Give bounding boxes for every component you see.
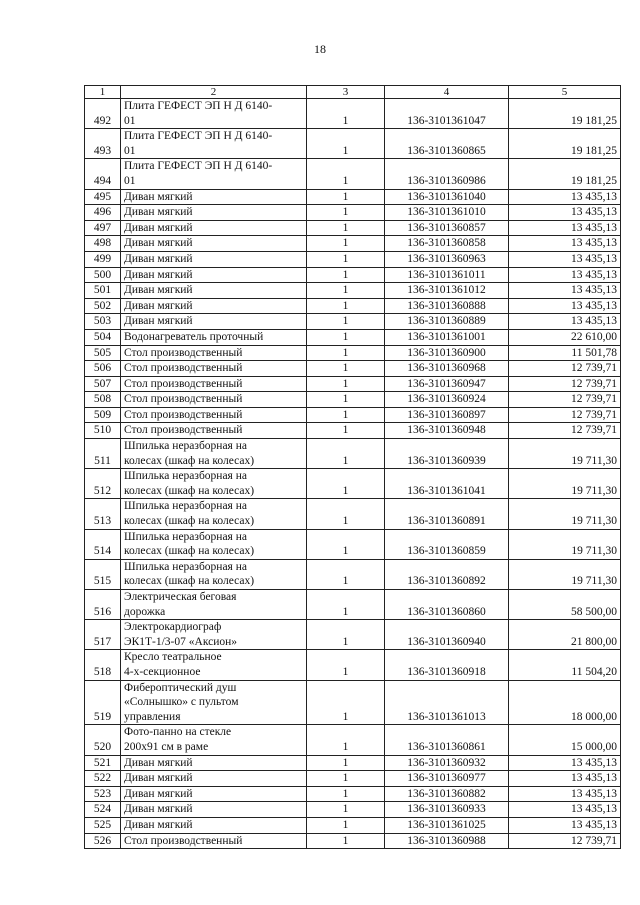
table-row xyxy=(85,725,621,755)
cost-cell: 11 501,78 xyxy=(509,345,621,361)
item-name-line: колесах (шкаф на колесах) xyxy=(124,575,255,588)
quantity-cell: 1 xyxy=(307,329,385,345)
table-header xyxy=(85,86,621,99)
row-number-cell: 518 xyxy=(85,650,121,680)
cost-cell: 19 181,25 xyxy=(509,129,621,159)
item-name-line: Диван мягкий xyxy=(124,268,193,281)
table-row xyxy=(85,680,621,725)
item-name-line: Электрокардиограф xyxy=(124,621,222,634)
cost-cell: 15 000,00 xyxy=(509,725,621,755)
inventory-code-cell: 136-3101360859 xyxy=(385,529,509,559)
item-name-line: Диван мягкий xyxy=(124,818,193,831)
item-name-line: Электрическая беговая xyxy=(124,591,237,603)
row-number-cell: 502 xyxy=(85,298,121,314)
row-number-cell: 520 xyxy=(85,725,121,755)
inventory-code-cell: 136-3101360963 xyxy=(385,251,509,267)
item-name-line: Диван мягкий xyxy=(124,756,193,769)
table-row xyxy=(85,329,621,345)
header-col-4: 4 xyxy=(385,86,509,99)
row-number-cell: 508 xyxy=(85,392,121,408)
item-name-line: Стол производственный xyxy=(124,393,243,406)
item-name-line: колесах (шкаф на колесах) xyxy=(124,454,255,467)
quantity-cell: 1 xyxy=(307,423,385,439)
quantity-cell: 1 xyxy=(307,345,385,361)
quantity-cell: 1 xyxy=(307,251,385,267)
table-row xyxy=(85,802,621,818)
quantity-cell: 1 xyxy=(307,590,385,620)
row-number-cell: 507 xyxy=(85,376,121,392)
inventory-code-cell: 136-3101361025 xyxy=(385,817,509,833)
item-name-cell xyxy=(121,205,307,221)
item-name-cell xyxy=(121,469,307,499)
item-name-line: Диван мягкий xyxy=(124,221,193,234)
row-number-cell: 498 xyxy=(85,236,121,252)
item-name-cell xyxy=(121,680,307,725)
item-name-line: 01 xyxy=(124,174,136,187)
table-body xyxy=(85,99,621,849)
row-number-cell: 506 xyxy=(85,361,121,377)
row-number-cell: 497 xyxy=(85,220,121,236)
row-number-cell: 496 xyxy=(85,205,121,221)
item-name-line: Фибероптический душ xyxy=(124,681,237,694)
inventory-code-cell: 136-3101360939 xyxy=(385,439,509,469)
header-col-5: 5 xyxy=(509,86,621,99)
item-name-cell xyxy=(121,529,307,559)
row-number-cell: 521 xyxy=(85,755,121,771)
inventory-code-cell: 136-3101360933 xyxy=(385,802,509,818)
quantity-cell: 1 xyxy=(307,99,385,129)
inventory-code-cell: 136-3101360932 xyxy=(385,755,509,771)
cost-cell: 19 181,25 xyxy=(509,99,621,129)
item-name-line: Кресло театральное xyxy=(124,651,222,664)
table-row xyxy=(85,129,621,159)
item-name-cell xyxy=(121,725,307,755)
item-name-cell xyxy=(121,650,307,680)
item-name-line: Шпилька неразборная на xyxy=(124,470,247,483)
row-number-cell: 503 xyxy=(85,314,121,330)
inventory-code-cell: 136-3101360968 xyxy=(385,361,509,377)
quantity-cell: 1 xyxy=(307,205,385,221)
item-name-line: Стол производственный xyxy=(124,424,243,437)
quantity-cell: 1 xyxy=(307,129,385,159)
item-name-cell xyxy=(121,129,307,159)
item-name-cell xyxy=(121,439,307,469)
row-number-cell: 516 xyxy=(85,590,121,620)
quantity-cell: 1 xyxy=(307,407,385,423)
item-name-line: Диван мягкий xyxy=(124,803,193,816)
item-name-line: колесах (шкаф на колесах) xyxy=(124,545,255,558)
quantity-cell: 1 xyxy=(307,314,385,330)
cost-cell: 19 711,30 xyxy=(509,559,621,589)
inventory-code-cell: 136-3101360888 xyxy=(385,298,509,314)
table-row xyxy=(85,439,621,469)
item-name-line: Водонагреватель проточный xyxy=(124,330,264,343)
cost-cell: 13 435,13 xyxy=(509,802,621,818)
cost-cell: 58 500,00 xyxy=(509,590,621,620)
item-name-line: Шпилька неразборная на xyxy=(124,530,247,543)
cost-cell: 12 739,71 xyxy=(509,407,621,423)
item-name-cell xyxy=(121,407,307,423)
cost-cell: 22 610,00 xyxy=(509,329,621,345)
item-name-cell xyxy=(121,345,307,361)
cost-cell: 12 739,71 xyxy=(509,376,621,392)
cost-cell: 13 435,13 xyxy=(509,817,621,833)
cost-cell: 13 435,13 xyxy=(509,283,621,299)
inventory-code-cell: 136-3101360988 xyxy=(385,833,509,849)
table-row xyxy=(85,529,621,559)
row-number-cell: 494 xyxy=(85,159,121,189)
inventory-code-cell: 136-3101361001 xyxy=(385,329,509,345)
row-number-cell: 501 xyxy=(85,283,121,299)
item-name-cell xyxy=(121,620,307,650)
item-name-cell xyxy=(121,802,307,818)
inventory-code-cell: 136-3101360924 xyxy=(385,392,509,408)
inventory-code-cell: 136-3101361013 xyxy=(385,680,509,725)
quantity-cell: 1 xyxy=(307,725,385,755)
cost-cell: 21 800,00 xyxy=(509,620,621,650)
item-name-line: Диван мягкий xyxy=(124,237,193,250)
item-name-line: Стол производственный xyxy=(124,834,243,847)
header-row xyxy=(85,86,621,99)
table-row xyxy=(85,376,621,392)
table-row xyxy=(85,499,621,529)
quantity-cell: 1 xyxy=(307,680,385,725)
item-name-line: Диван мягкий xyxy=(124,252,193,265)
table-row xyxy=(85,407,621,423)
cost-cell: 12 739,71 xyxy=(509,392,621,408)
cost-cell: 13 435,13 xyxy=(509,267,621,283)
cost-cell: 19 711,30 xyxy=(509,529,621,559)
item-name-line: 200х91 см в раме xyxy=(124,740,209,753)
row-number-cell: 505 xyxy=(85,345,121,361)
inventory-code-cell: 136-3101360857 xyxy=(385,220,509,236)
item-name-line: Стол производственный xyxy=(124,377,243,390)
table-row xyxy=(85,314,621,330)
table-row xyxy=(85,283,621,299)
table-row xyxy=(85,220,621,236)
item-name-line: управления xyxy=(124,710,181,723)
item-name-cell xyxy=(121,189,307,205)
item-name-cell xyxy=(121,499,307,529)
row-number-cell: 524 xyxy=(85,802,121,818)
quantity-cell: 1 xyxy=(307,189,385,205)
inventory-code-cell: 136-3101361011 xyxy=(385,267,509,283)
row-number-cell: 495 xyxy=(85,189,121,205)
table-row xyxy=(85,650,621,680)
table-row xyxy=(85,786,621,802)
quantity-cell: 1 xyxy=(307,786,385,802)
cost-cell: 13 435,13 xyxy=(509,251,621,267)
item-name-line: Диван мягкий xyxy=(124,284,193,297)
inventory-code-cell: 136-3101360948 xyxy=(385,423,509,439)
inventory-code-cell: 136-3101360860 xyxy=(385,590,509,620)
header-col-3: 3 xyxy=(307,86,385,99)
quantity-cell: 1 xyxy=(307,650,385,680)
quantity-cell: 1 xyxy=(307,469,385,499)
inventory-code-cell: 136-3101360900 xyxy=(385,345,509,361)
header-col-2: 2 xyxy=(121,86,307,99)
table-row xyxy=(85,205,621,221)
row-number-cell: 523 xyxy=(85,786,121,802)
row-number-cell: 515 xyxy=(85,559,121,589)
item-name-cell xyxy=(121,833,307,849)
item-name-line: ЭК1Т-1/3-07 «Аксион» xyxy=(124,635,238,648)
page-number: 18 xyxy=(314,42,326,56)
table-row xyxy=(85,559,621,589)
row-number-cell: 500 xyxy=(85,267,121,283)
cost-cell: 12 739,71 xyxy=(509,361,621,377)
inventory-code-cell: 136-3101360977 xyxy=(385,771,509,787)
inventory-code-cell: 136-3101360865 xyxy=(385,129,509,159)
item-name-cell xyxy=(121,771,307,787)
table-row xyxy=(85,361,621,377)
item-name-cell xyxy=(121,251,307,267)
cost-cell: 13 435,13 xyxy=(509,786,621,802)
table-row xyxy=(85,159,621,189)
table-row xyxy=(85,267,621,283)
inventory-code-cell: 136-3101360891 xyxy=(385,499,509,529)
table-row xyxy=(85,817,621,833)
row-number-cell: 504 xyxy=(85,329,121,345)
quantity-cell: 1 xyxy=(307,559,385,589)
inventory-code-cell: 136-3101361041 xyxy=(385,469,509,499)
inventory-table xyxy=(84,85,621,849)
quantity-cell: 1 xyxy=(307,620,385,650)
cost-cell: 12 739,71 xyxy=(509,833,621,849)
item-name-line: Плита ГЕФЕСТ ЭП Н Д 6140- xyxy=(124,160,273,173)
table-row xyxy=(85,590,621,620)
row-number-cell: 492 xyxy=(85,99,121,129)
cost-cell: 13 435,13 xyxy=(509,189,621,205)
cost-cell: 13 435,13 xyxy=(509,298,621,314)
item-name-cell xyxy=(121,329,307,345)
row-number-cell: 493 xyxy=(85,129,121,159)
row-number-cell: 499 xyxy=(85,251,121,267)
inventory-code-cell: 136-3101360897 xyxy=(385,407,509,423)
item-name-cell xyxy=(121,283,307,299)
quantity-cell: 1 xyxy=(307,220,385,236)
item-name-line: Плита ГЕФЕСТ ЭП Н Д 6140- xyxy=(124,130,273,143)
cost-cell: 13 435,13 xyxy=(509,755,621,771)
inventory-code-cell: 136-3101360947 xyxy=(385,376,509,392)
item-name-cell xyxy=(121,159,307,189)
item-name-cell xyxy=(121,376,307,392)
item-name-line: Фото-панно на стекле xyxy=(124,726,232,739)
row-number-cell: 522 xyxy=(85,771,121,787)
item-name-cell xyxy=(121,590,307,620)
cost-cell: 12 739,71 xyxy=(509,423,621,439)
table-row xyxy=(85,620,621,650)
table-row xyxy=(85,833,621,849)
item-name-line: Шпилька неразборная на xyxy=(124,560,247,573)
inventory-code-cell: 136-3101360858 xyxy=(385,236,509,252)
header-col-1: 1 xyxy=(85,86,121,99)
item-name-cell xyxy=(121,392,307,408)
inventory-code-cell: 136-3101361010 xyxy=(385,205,509,221)
row-number-cell: 526 xyxy=(85,833,121,849)
item-name-line: Шпилька неразборная на xyxy=(124,500,247,513)
quantity-cell: 1 xyxy=(307,499,385,529)
row-number-cell: 525 xyxy=(85,817,121,833)
quantity-cell: 1 xyxy=(307,376,385,392)
table-row xyxy=(85,755,621,771)
inventory-code-cell: 136-3101361012 xyxy=(385,283,509,299)
row-number-cell: 512 xyxy=(85,469,121,499)
cost-cell: 13 435,13 xyxy=(509,220,621,236)
table-row xyxy=(85,236,621,252)
item-name-cell xyxy=(121,817,307,833)
item-name-cell xyxy=(121,298,307,314)
cost-cell: 13 435,13 xyxy=(509,236,621,252)
item-name-cell xyxy=(121,361,307,377)
item-name-line: 01 xyxy=(124,144,136,157)
cost-cell: 11 504,20 xyxy=(509,650,621,680)
item-name-line: Диван мягкий xyxy=(124,772,193,785)
item-name-line: 4-х-секционное xyxy=(124,665,201,678)
row-number-cell: 517 xyxy=(85,620,121,650)
item-name-line: Стол производственный xyxy=(124,408,243,421)
table-row xyxy=(85,469,621,499)
table-row xyxy=(85,345,621,361)
item-name-cell xyxy=(121,314,307,330)
item-name-cell xyxy=(121,267,307,283)
row-number-cell: 510 xyxy=(85,423,121,439)
inventory-code-cell: 136-3101360892 xyxy=(385,559,509,589)
inventory-code-cell: 136-3101360918 xyxy=(385,650,509,680)
cost-cell: 19 711,30 xyxy=(509,499,621,529)
quantity-cell: 1 xyxy=(307,159,385,189)
item-name-line: колесах (шкаф на колесах) xyxy=(124,515,255,528)
row-number-cell: 519 xyxy=(85,680,121,725)
inventory-code-cell: 136-3101361040 xyxy=(385,189,509,205)
row-number-cell: 513 xyxy=(85,499,121,529)
table-row xyxy=(85,771,621,787)
cost-cell: 13 435,13 xyxy=(509,771,621,787)
table-row xyxy=(85,392,621,408)
row-number-cell: 511 xyxy=(85,439,121,469)
item-name-line: Шпилька неразборная на xyxy=(124,440,247,453)
row-number-cell: 509 xyxy=(85,407,121,423)
item-name-cell xyxy=(121,559,307,589)
quantity-cell: 1 xyxy=(307,817,385,833)
item-name-line: дорожка xyxy=(124,605,166,618)
quantity-cell: 1 xyxy=(307,361,385,377)
quantity-cell: 1 xyxy=(307,392,385,408)
quantity-cell: 1 xyxy=(307,833,385,849)
inventory-code-cell: 136-3101360940 xyxy=(385,620,509,650)
item-name-line: Стол производственный xyxy=(124,346,243,359)
row-number-cell: 514 xyxy=(85,529,121,559)
item-name-cell xyxy=(121,99,307,129)
cost-cell: 19 181,25 xyxy=(509,159,621,189)
item-name-line: 01 xyxy=(124,114,136,127)
item-name-cell xyxy=(121,423,307,439)
item-name-line: «Солнышко» с пультом xyxy=(124,696,239,709)
item-name-cell xyxy=(121,786,307,802)
item-name-line: Диван мягкий xyxy=(124,190,193,203)
cost-cell: 13 435,13 xyxy=(509,314,621,330)
quantity-cell: 1 xyxy=(307,236,385,252)
cost-cell: 19 711,30 xyxy=(509,469,621,499)
inventory-code-cell: 136-3101360882 xyxy=(385,786,509,802)
table-row xyxy=(85,298,621,314)
quantity-cell: 1 xyxy=(307,283,385,299)
item-name-cell xyxy=(121,236,307,252)
table-row xyxy=(85,423,621,439)
quantity-cell: 1 xyxy=(307,529,385,559)
item-name-line: Плита ГЕФЕСТ ЭП Н Д 6140- xyxy=(124,100,273,112)
quantity-cell: 1 xyxy=(307,771,385,787)
table-row xyxy=(85,189,621,205)
cost-cell: 13 435,13 xyxy=(509,205,621,221)
table-row xyxy=(85,251,621,267)
inventory-code-cell: 136-3101360861 xyxy=(385,725,509,755)
item-name-line: Стол производственный xyxy=(124,362,243,375)
item-name-cell xyxy=(121,220,307,236)
quantity-cell: 1 xyxy=(307,439,385,469)
item-name-line: Диван мягкий xyxy=(124,206,193,219)
item-name-line: колесах (шкаф на колесах) xyxy=(124,484,255,497)
item-name-line: Диван мягкий xyxy=(124,787,193,800)
quantity-cell: 1 xyxy=(307,267,385,283)
item-name-line: Диван мягкий xyxy=(124,315,193,328)
quantity-cell: 1 xyxy=(307,755,385,771)
quantity-cell: 1 xyxy=(307,802,385,818)
inventory-code-cell: 136-3101360986 xyxy=(385,159,509,189)
item-name-line: Диван мягкий xyxy=(124,299,193,312)
inventory-code-cell: 136-3101360889 xyxy=(385,314,509,330)
inventory-code-cell: 136-3101361047 xyxy=(385,99,509,129)
quantity-cell: 1 xyxy=(307,298,385,314)
table-row xyxy=(85,99,621,129)
cost-cell: 19 711,30 xyxy=(509,439,621,469)
cost-cell: 18 000,00 xyxy=(509,680,621,725)
item-name-cell xyxy=(121,755,307,771)
